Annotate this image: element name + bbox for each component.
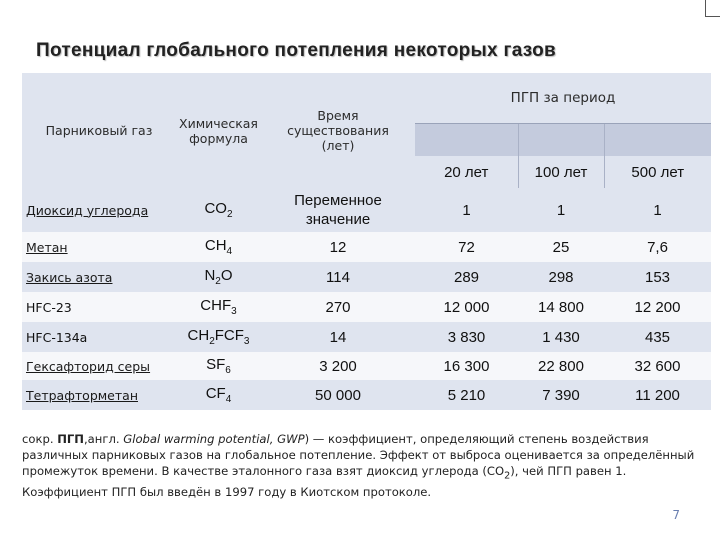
note-body: ) — коэффициент, определяющий степень воздействия различных парниковых газов на глобальное потепление. Эффект от выброса оценивается за определённый промежуток времени. В качестве эталонного газа взят диоксид углерода (CO [22,432,695,478]
gwp-100: 1 [518,188,604,232]
formula-base: CHF [200,297,232,314]
gwp-500: 1 [604,188,711,232]
note-sub: 2 [504,470,511,482]
formula-base: CH [204,237,227,254]
gwp-100: 7 390 [518,380,604,410]
table-row [22,262,711,292]
gas-lifetime [261,188,415,232]
header-period [415,73,711,124]
formula-tail: O [220,267,233,284]
gas-formula [176,188,261,232]
formula-sub: 2 [209,336,215,347]
note-english-term: Global warming potential, GWP [123,432,305,446]
note-mid1: ,англ. [84,432,124,446]
table-row [22,188,711,232]
formula-base: CO [204,200,227,217]
gas-lifetime: 3 200 [261,352,415,380]
gwp-500: 32 600 [604,352,711,380]
formula-base: SF [206,356,226,373]
header-spacer-3 [604,124,711,157]
header-gas-label: Парниковый газ [45,123,153,138]
formula-base: CF [205,385,226,402]
formula-sub: 3 [231,306,237,317]
gwp-100: 298 [518,262,604,292]
formula-sub2: 3 [243,336,250,347]
gas-name[interactable] [22,352,176,380]
gas-name [22,322,176,352]
formula-base: CH [187,327,210,344]
gas-lifetime: 12 [261,232,415,262]
lifetime-value: Переменное значение [294,192,382,228]
header-gas [22,73,176,188]
note-end: ), чей ПГП равен 1. Коэффициент ПГП был введён в 1997 году в Киотском протоколе. [22,464,627,500]
gwp-20: 1 [415,188,518,232]
gwp-500: 11 200 [604,380,711,410]
header-lifetime-label: Время существования (лет) [287,108,389,153]
page-title: Потенциал глобального потепления некоторых газов [36,40,556,61]
header-spacer-2 [518,124,604,157]
gwp-100: 14 800 [518,292,604,322]
gas-formula [176,292,261,322]
header-period-label: ПГП за период [510,90,616,106]
header-formula-label: Химическая формула [179,115,258,146]
gas-formula [176,352,261,380]
formula-base: N [204,267,216,284]
gwp-20: 5 210 [415,380,518,410]
gas-link[interactable]: Гексафторид серы [26,358,151,374]
gas-link[interactable]: Закись азота [26,269,113,285]
table-row [22,380,711,410]
table-row [22,292,711,322]
gwp-20: 72 [415,232,518,262]
note-prefix: сокр. [22,432,58,446]
note-abbr: ПГП [57,432,84,446]
gas-name [22,292,176,322]
gas-lifetime: 14 [261,322,415,352]
gwp-20: 12 000 [415,292,518,322]
gas-formula [176,322,261,352]
gas-link[interactable]: Метан [26,239,68,255]
header-formula [176,73,261,188]
formula-sub: 2 [226,209,233,220]
table-row [22,232,711,262]
gwp-table [22,73,711,410]
gas-formula [176,380,261,410]
gas-name[interactable] [22,232,176,262]
gwp-20: 16 300 [415,352,518,380]
gas-label: HFC-23 [26,299,72,315]
gas-lifetime: 50 000 [261,380,415,410]
gas-link[interactable]: Тетрафторметан [26,387,138,403]
gwp-500: 12 200 [604,292,711,322]
gwp-500: 7,6 [604,232,711,262]
gas-name[interactable] [22,262,176,292]
footnote [22,431,702,500]
gwp-500: 435 [604,322,711,352]
gas-label: HFC-134a [26,329,88,345]
header-lifetime [261,73,415,188]
header-spacer-1 [415,124,518,157]
page-corner-mark [705,0,720,17]
formula-tail: FCF [214,327,244,344]
gas-name[interactable] [22,188,176,232]
header-year-100: 100 лет [518,156,604,188]
formula-sub: 4 [225,394,232,405]
gwp-20: 3 830 [415,322,518,352]
gas-formula [176,232,261,262]
page-number: 7 [672,508,680,522]
gas-formula [176,262,261,292]
formula-sub: 4 [226,246,233,257]
header-year-20: 20 лет [415,156,518,188]
gwp-500: 153 [604,262,711,292]
table-row [22,352,711,380]
gwp-100: 1 430 [518,322,604,352]
gwp-20: 289 [415,262,518,292]
gas-lifetime: 270 [261,292,415,322]
formula-sub: 2 [215,276,221,287]
formula-sub: 6 [225,365,231,376]
table-row [22,322,711,352]
gas-name[interactable] [22,380,176,410]
gwp-100: 22 800 [518,352,604,380]
header-year-500: 500 лет [604,156,711,188]
gwp-100: 25 [518,232,604,262]
gas-lifetime: 114 [261,262,415,292]
gas-link[interactable]: Диоксид углерода [26,202,149,218]
